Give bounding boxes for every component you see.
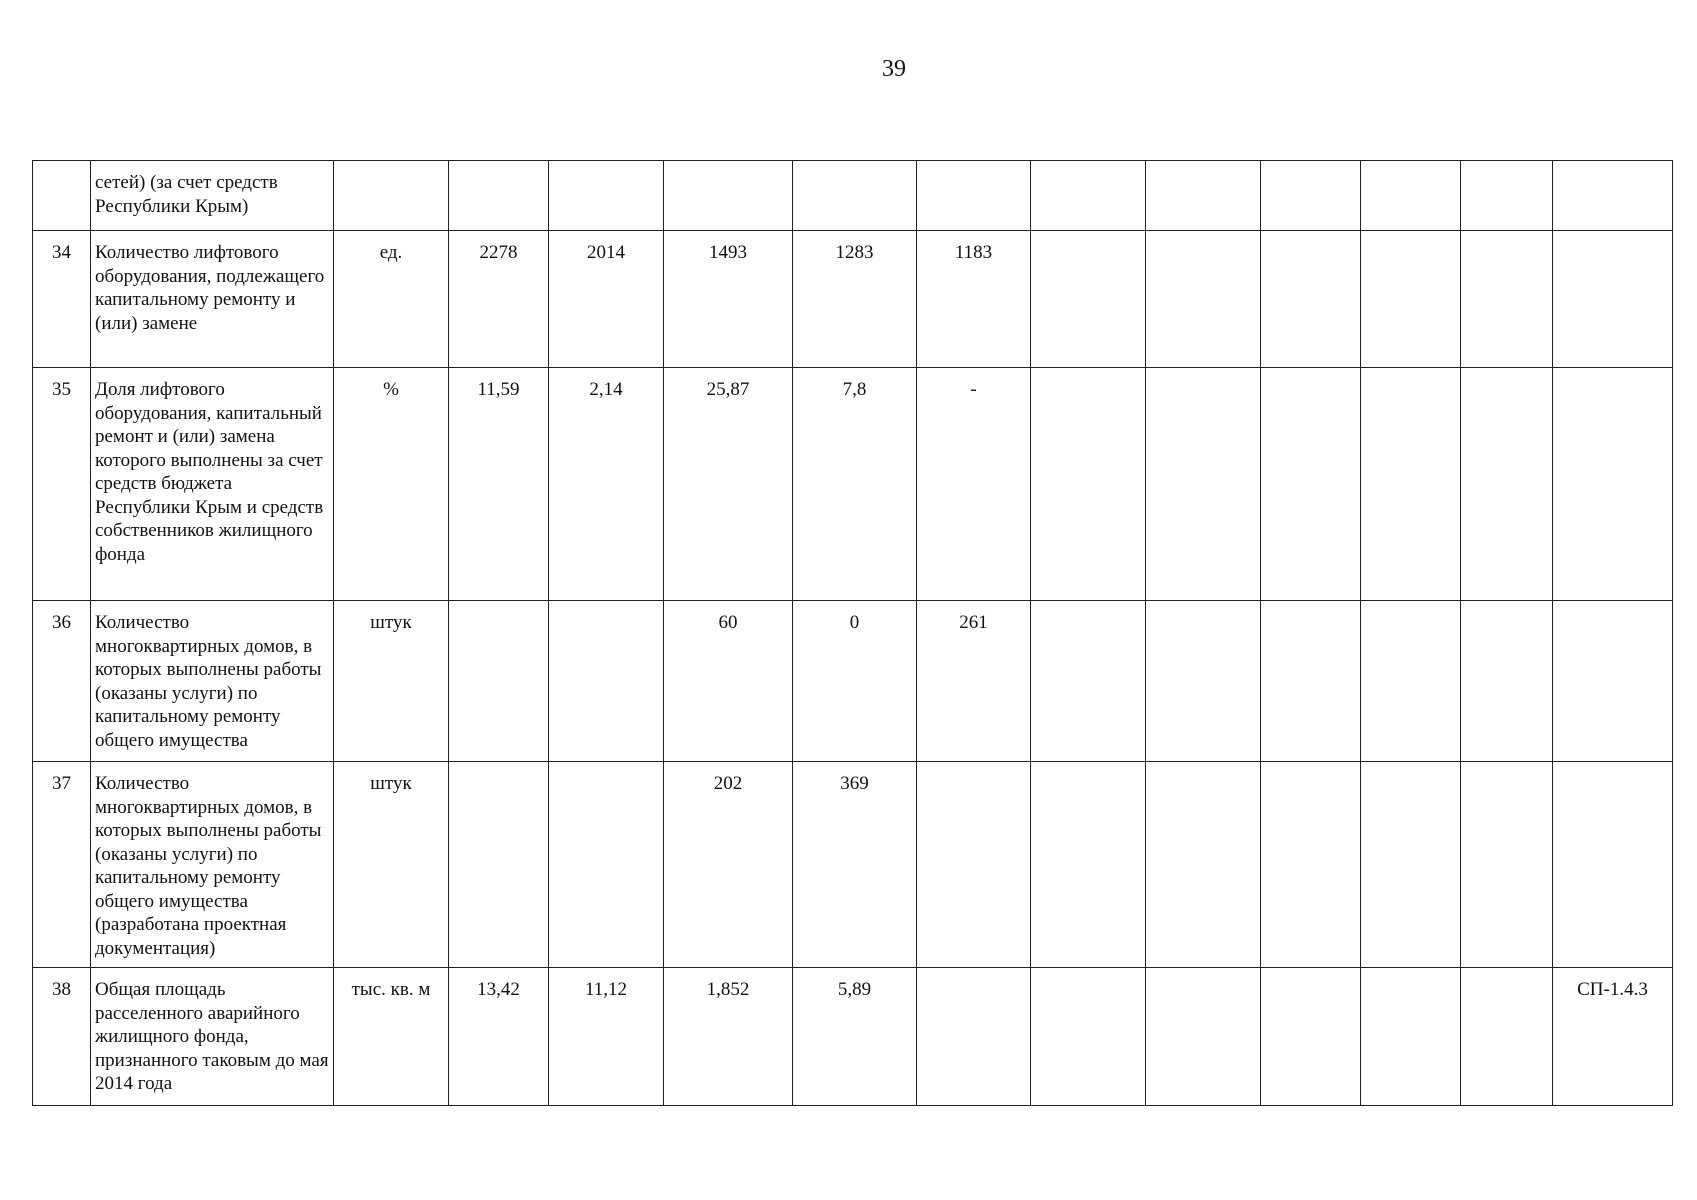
unit-cell: штук: [334, 762, 449, 968]
code-cell: [1553, 161, 1673, 231]
row-number: 34: [33, 231, 91, 368]
value-cell: 11,59: [449, 368, 549, 601]
empty-cell: [1261, 231, 1361, 368]
value-cell: 1,852: [664, 968, 793, 1106]
value-cell: 11,12: [549, 968, 664, 1106]
row-number: [33, 161, 91, 231]
row-number: 37: [33, 762, 91, 968]
value-cell: 261: [917, 601, 1031, 762]
unit-cell: %: [334, 368, 449, 601]
empty-cell: [1031, 161, 1146, 231]
value-cell: 1283: [793, 231, 917, 368]
value-cell: 25,87: [664, 368, 793, 601]
indicator-name: Количество многоквартирных домов, в которых выполнены работы (оказаны услуги) по капитальному ремонту общего имущества: [91, 601, 334, 762]
empty-cell: [1146, 968, 1261, 1106]
code-cell: [1553, 762, 1673, 968]
value-cell: [549, 161, 664, 231]
indicator-name: Количество лифтового оборудования, подлежащего капитальному ремонту и (или) замене: [91, 231, 334, 368]
empty-cell: [1461, 231, 1553, 368]
value-cell: [917, 161, 1031, 231]
unit-cell: тыс. кв. м: [334, 968, 449, 1106]
empty-cell: [1361, 601, 1461, 762]
empty-cell: [1031, 231, 1146, 368]
indicators-table: [32, 160, 1673, 1106]
value-cell: 2,14: [549, 368, 664, 601]
value-cell: 369: [793, 762, 917, 968]
page-number: 39: [882, 56, 906, 82]
code-cell: [1553, 601, 1673, 762]
unit-cell: [334, 161, 449, 231]
empty-cell: [1361, 161, 1461, 231]
empty-cell: [1361, 762, 1461, 968]
indicator-name: сетей) (за счет средств Республики Крым): [91, 161, 334, 231]
empty-cell: [1146, 231, 1261, 368]
table-row: [33, 762, 1673, 968]
table-row: [33, 968, 1673, 1106]
indicator-name: Доля лифтового оборудования, капитальный ремонт и (или) замена которого выполнены за счет средств бюджета Республики Крым и средств собственников жилищного фонда: [91, 368, 334, 601]
value-cell: [449, 161, 549, 231]
value-cell: 0: [793, 601, 917, 762]
empty-cell: [1261, 762, 1361, 968]
indicator-name: Количество многоквартирных домов, в которых выполнены работы (оказаны услуги) по капитальному ремонту общего имущества (разработана проектная документация): [91, 762, 334, 968]
empty-cell: [1461, 161, 1553, 231]
empty-cell: [1361, 231, 1461, 368]
row-number: 35: [33, 368, 91, 601]
value-cell: 2278: [449, 231, 549, 368]
value-cell: 7,8: [793, 368, 917, 601]
value-cell: [664, 161, 793, 231]
empty-cell: [1461, 762, 1553, 968]
value-cell: [917, 968, 1031, 1106]
table-row: [33, 601, 1673, 762]
table-row: [33, 368, 1673, 601]
empty-cell: [1031, 762, 1146, 968]
table-row: [33, 161, 1673, 231]
value-cell: -: [917, 368, 1031, 601]
value-cell: 1493: [664, 231, 793, 368]
value-cell: [793, 161, 917, 231]
unit-cell: ед.: [334, 231, 449, 368]
value-cell: 13,42: [449, 968, 549, 1106]
empty-cell: [1146, 762, 1261, 968]
row-number: 38: [33, 968, 91, 1106]
value-cell: 2014: [549, 231, 664, 368]
table-row: [33, 231, 1673, 368]
empty-cell: [1261, 601, 1361, 762]
empty-cell: [1031, 601, 1146, 762]
code-cell: [1553, 231, 1673, 368]
empty-cell: [1261, 968, 1361, 1106]
value-cell: [549, 762, 664, 968]
row-number: 36: [33, 601, 91, 762]
empty-cell: [1461, 601, 1553, 762]
indicator-name: Общая площадь расселенного аварийного жилищного фонда, признанного таковым до мая 2014 года: [91, 968, 334, 1106]
unit-cell: штук: [334, 601, 449, 762]
value-cell: [917, 762, 1031, 968]
empty-cell: [1461, 968, 1553, 1106]
empty-cell: [1146, 368, 1261, 601]
value-cell: 5,89: [793, 968, 917, 1106]
value-cell: 60: [664, 601, 793, 762]
value-cell: [549, 601, 664, 762]
empty-cell: [1261, 161, 1361, 231]
empty-cell: [1361, 368, 1461, 601]
empty-cell: [1146, 161, 1261, 231]
empty-cell: [1031, 368, 1146, 601]
value-cell: 202: [664, 762, 793, 968]
empty-cell: [1461, 368, 1553, 601]
value-cell: [449, 762, 549, 968]
value-cell: [449, 601, 549, 762]
code-cell: [1553, 368, 1673, 601]
empty-cell: [1361, 968, 1461, 1106]
empty-cell: [1146, 601, 1261, 762]
value-cell: 1183: [917, 231, 1031, 368]
empty-cell: [1031, 968, 1146, 1106]
code-cell: СП-1.4.3: [1553, 968, 1673, 1106]
empty-cell: [1261, 368, 1361, 601]
